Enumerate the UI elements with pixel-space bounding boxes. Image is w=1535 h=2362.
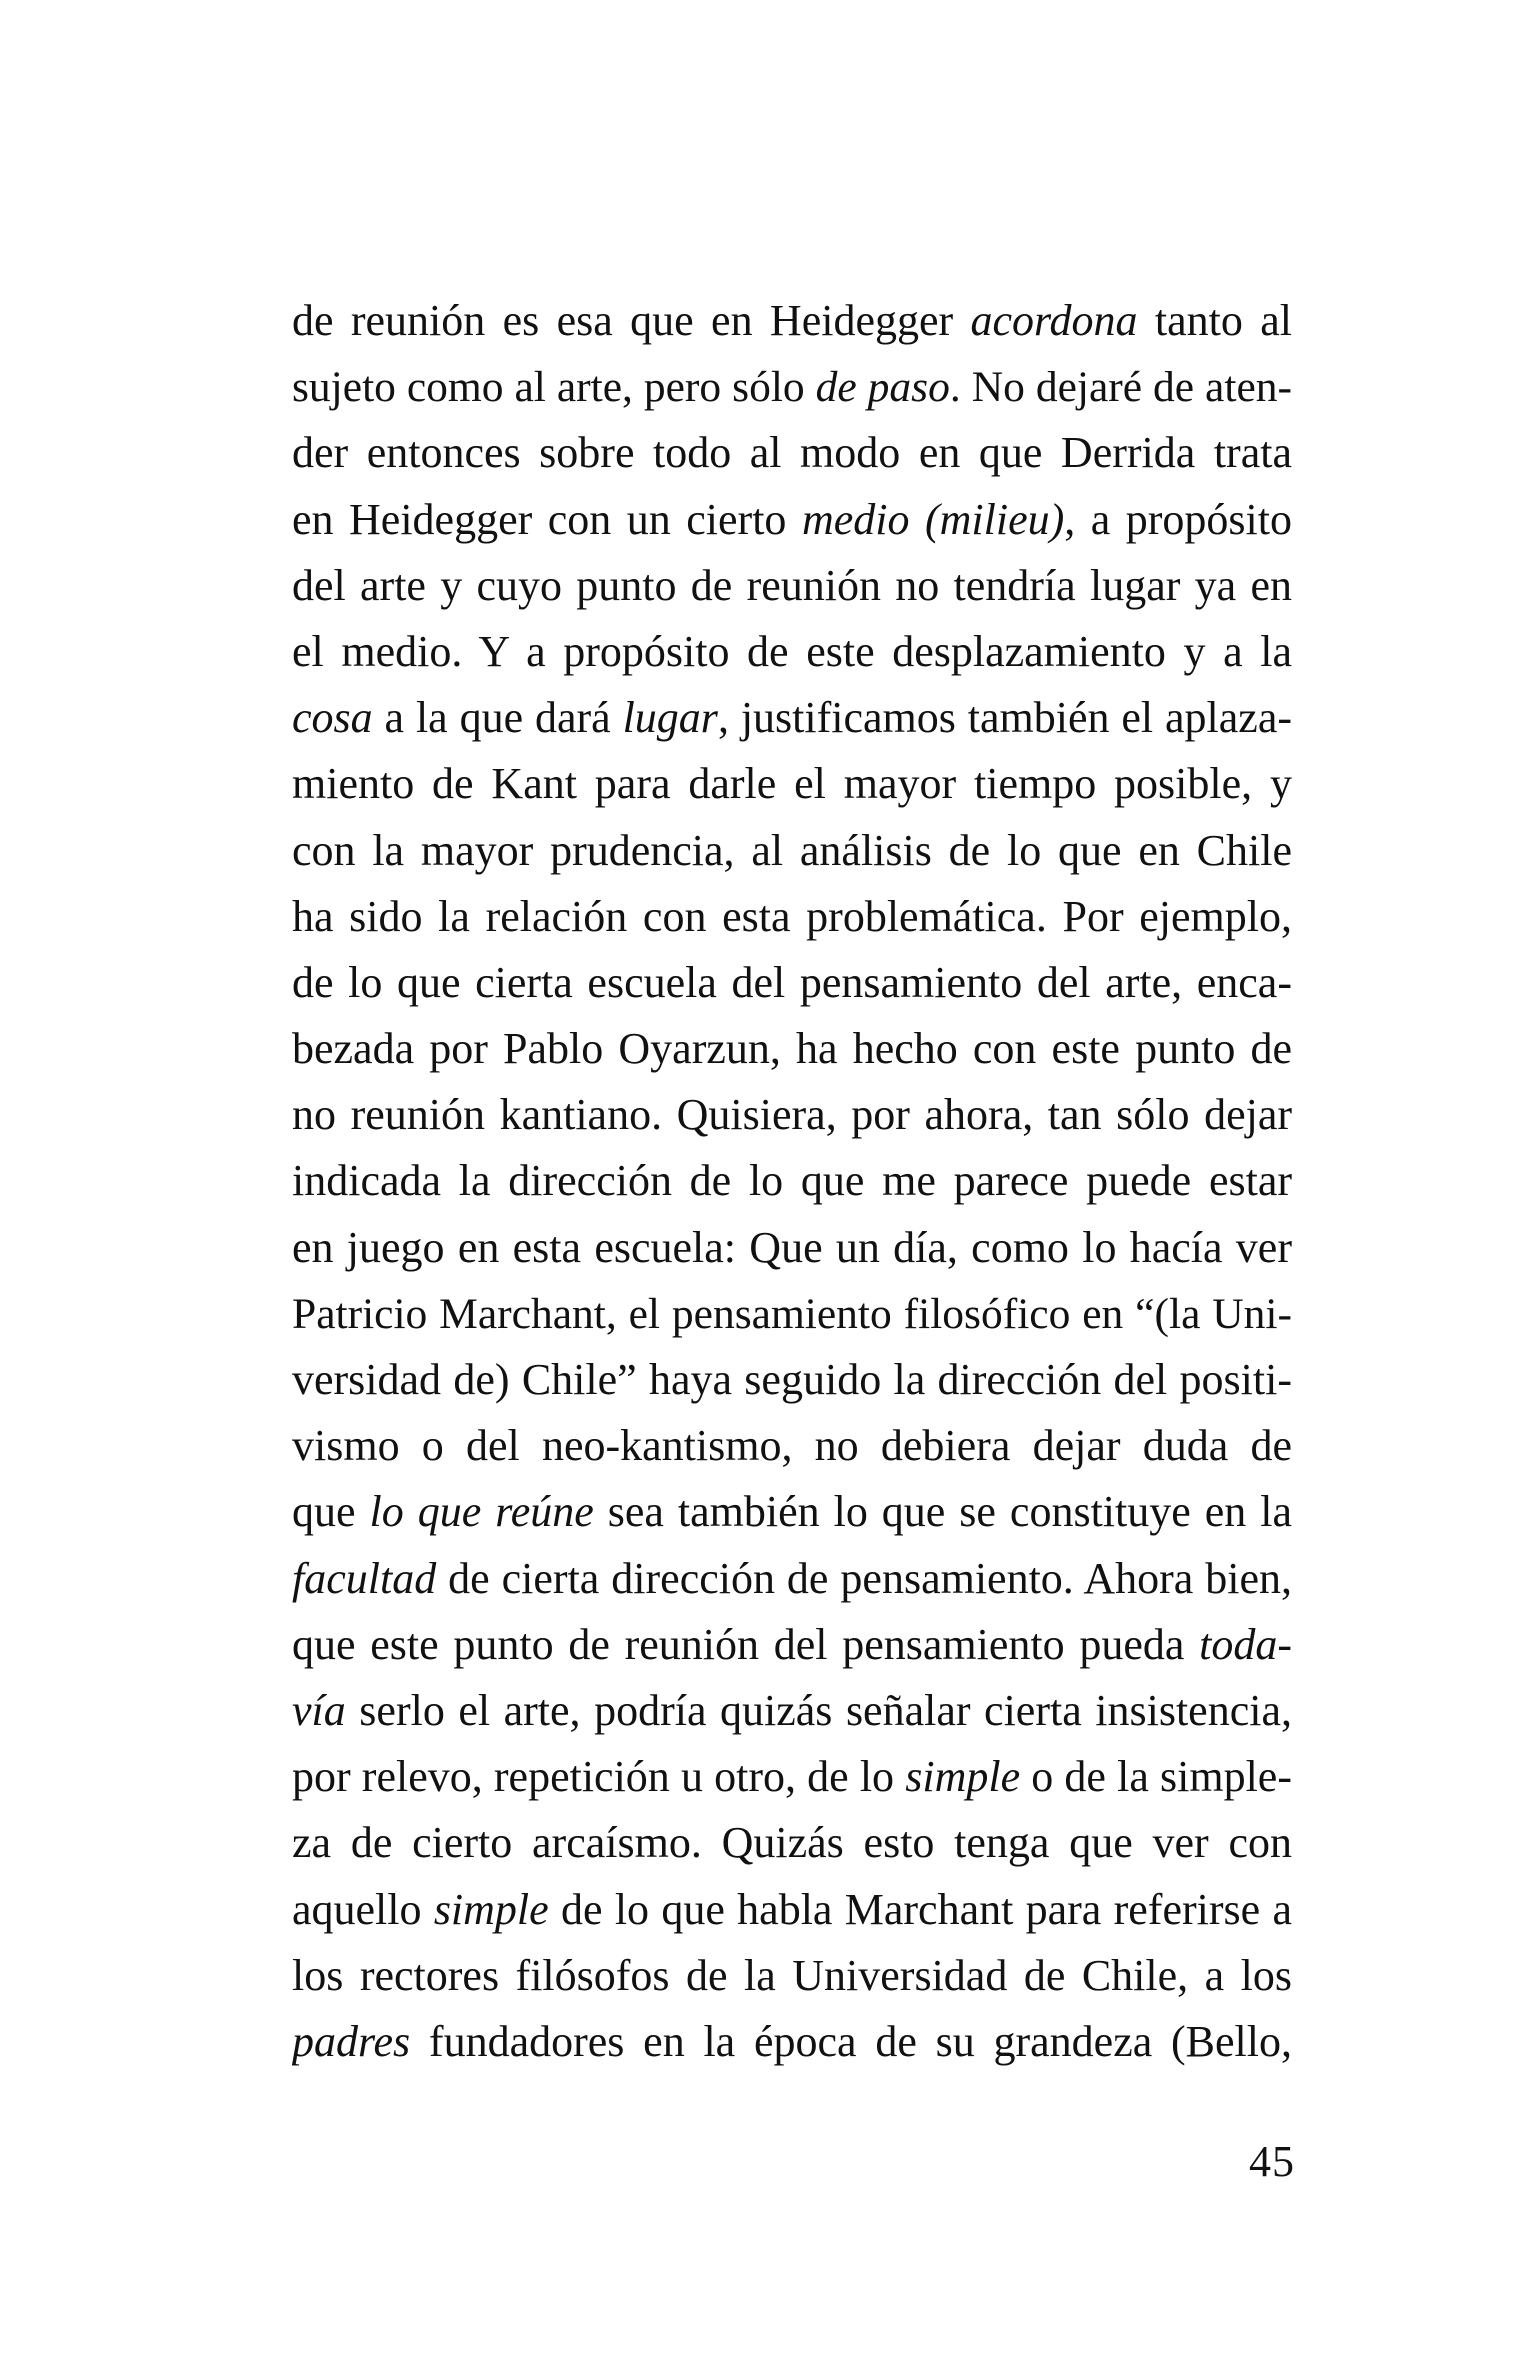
text-line (292, 1612, 1292, 1678)
text-line (292, 685, 1292, 751)
text-run: Patricio Marchant, el pensamiento filosófico en “(la Uni- (292, 1289, 1292, 1338)
italic-text: lugar (622, 693, 718, 743)
text-run: sujeto como al arte, pero sólo (292, 363, 816, 412)
text-run: en Heidegger con un cierto (292, 494, 802, 544)
text-line (292, 1148, 1292, 1214)
text-line (292, 1877, 1292, 1943)
italic-text: medio (milieu) (801, 494, 1065, 544)
text-line (292, 619, 1292, 685)
text-run: der entonces sobre todo al modo en que Derrida trata (292, 428, 1292, 478)
text-run: vismo o del neo-kantismo, no debiera dejar duda de (292, 1421, 1292, 1471)
text-line (292, 1347, 1292, 1413)
italic-text: simple (433, 1884, 549, 1934)
text-run: del arte y cuyo punto de reunión no tendría lugar ya en (292, 560, 1292, 610)
text-run: con la mayor prudencia, al análisis de lo que en Chile (292, 825, 1292, 875)
text-line (292, 884, 1292, 950)
text-line (292, 354, 1292, 420)
text-run: bezada por Pablo Oyarzun, ha hecho con este punto de (292, 1024, 1292, 1074)
text-run: fundadores en la época de su grandeza (Bello, (410, 2016, 1292, 2066)
text-line (292, 2009, 1292, 2075)
text-line (292, 1215, 1292, 1281)
text-run: el medio. Y a propósito de este desplazamiento y a la (292, 626, 1292, 676)
text-line (292, 1943, 1292, 2009)
text-run: , justificamos también el aplaza- (717, 693, 1292, 743)
page-number: 45 (1249, 2137, 1295, 2186)
text-line (292, 487, 1292, 553)
italic-text: de paso (815, 363, 950, 412)
text-run: miento de Kant para darle el mayor tiempo posible, y (292, 759, 1292, 809)
text-line (292, 751, 1292, 817)
text-run: sea también lo que se constituye en la (593, 1487, 1292, 1537)
text-run: los rectores filósofos de la Universidad de Chile, a los (292, 1950, 1292, 2000)
text-line (292, 1281, 1292, 1347)
text-run: . No dejaré de aten- (949, 363, 1292, 412)
text-run: de lo que habla Marchant para referirse a (548, 1884, 1292, 1934)
text-line (292, 1546, 1292, 1612)
text-run: versidad de) Chile” haya seguido la dirección del positi- (292, 1355, 1292, 1404)
text-line (292, 1082, 1292, 1148)
italic-text: toda- (1199, 1619, 1292, 1669)
text-run: que (292, 1487, 370, 1537)
text-line (292, 1678, 1292, 1744)
text-run: por relevo, repetición u otro, de lo (292, 1752, 906, 1802)
italic-text: vía (292, 1685, 346, 1735)
text-line (292, 1016, 1292, 1082)
italic-text: cosa (292, 693, 373, 743)
text-run: de lo que cierta escuela del pensamiento del arte, enca- (292, 957, 1292, 1007)
text-run: a la que dará (372, 693, 623, 743)
text-run: indicada la dirección de lo que me parece puede estar (292, 1156, 1292, 1206)
text-run: za de cierto arcaísmo. Quizás esto tenga que ver con (292, 1818, 1292, 1868)
text-run: de reunión es esa que en Heidegger (292, 296, 971, 345)
text-run: no reunión kantiano. Quisiera, por ahora, tan sólo dejar (292, 1090, 1292, 1140)
text-run: aquello (292, 1884, 434, 1934)
text-run: tanto al (1137, 296, 1292, 345)
italic-text: facultad (292, 1553, 437, 1603)
text-line (292, 1479, 1292, 1545)
text-line (292, 420, 1292, 486)
italic-text: acordona (970, 296, 1138, 345)
text-run: en juego en esta escuela: Que un día, como lo hacía ver (292, 1222, 1292, 1272)
text-line (292, 1413, 1292, 1479)
text-line (292, 1744, 1292, 1810)
text-run: o de la simple- (1020, 1752, 1292, 1802)
italic-text: simple (905, 1752, 1021, 1802)
text-run: ha sido la relación con esta problemática. Por ejemplo, (292, 891, 1292, 941)
text-line (292, 288, 1292, 354)
italic-text: lo que reúne (369, 1487, 594, 1537)
text-run: , a propósito (1064, 494, 1292, 544)
text-run: de cierta dirección de pensamiento. Ahora bien, (436, 1553, 1292, 1603)
body-text (292, 288, 1292, 2075)
text-run: serlo el arte, podría quizás señalar cierta insistencia, (345, 1685, 1292, 1735)
italic-text: padres (292, 2016, 411, 2066)
text-line (292, 1810, 1292, 1876)
text-run: que este punto de reunión del pensamiento pueda (292, 1619, 1200, 1669)
text-line (292, 818, 1292, 884)
text-line (292, 950, 1292, 1016)
text-line (292, 553, 1292, 619)
